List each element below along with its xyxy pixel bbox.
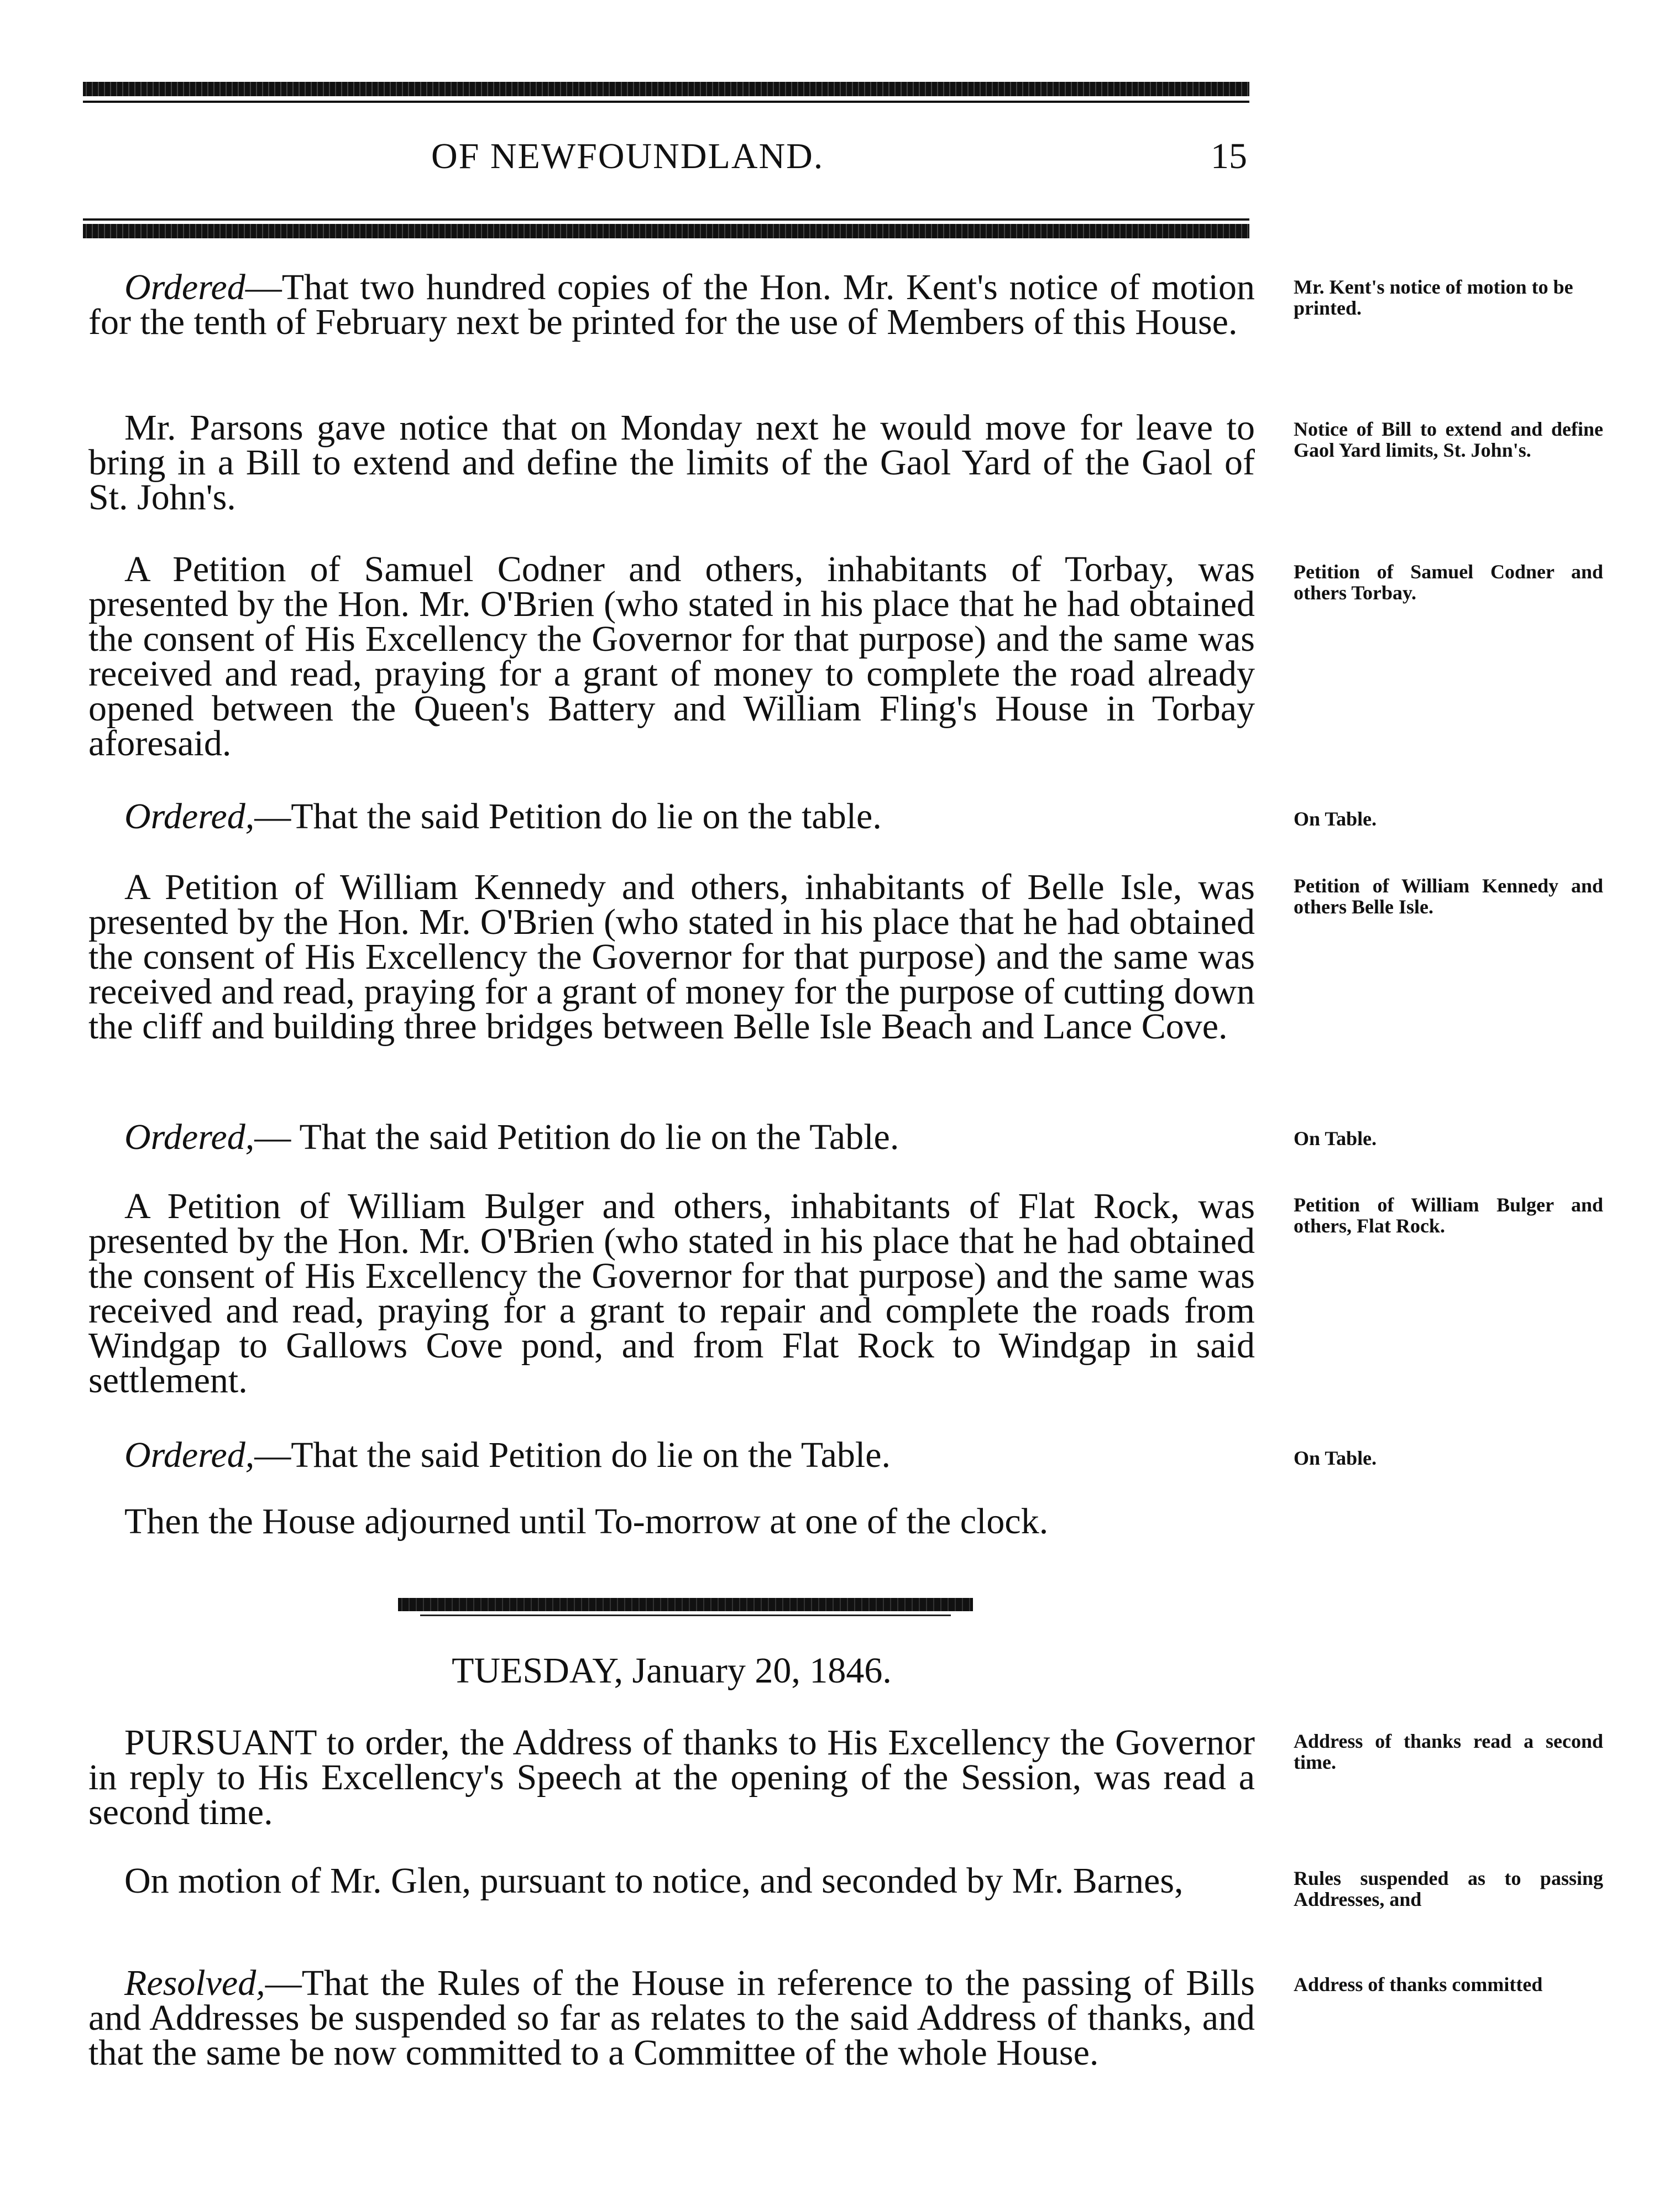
paragraph-text: On motion of Mr. Glen, pursuant to notice, and seconded by Mr. Barnes, — [124, 1861, 1184, 1901]
ordered-lead: Ordered, — [124, 1117, 255, 1157]
margin-note: Rules suspended as to passing Addresses, and — [1294, 1867, 1603, 1910]
margin-note: Mr. Kent's notice of motion to be printed. — [1294, 276, 1573, 319]
ordered-lead: Ordered, — [124, 796, 255, 837]
margin-note: Address of thanks read a second time. — [1294, 1730, 1603, 1773]
margin-note: Notice of Bill to extend and define Gaol Yard limits, St. John's. — [1294, 418, 1603, 461]
paragraph-text: —That the Rules of the House in reference to the passing of Bills and Addresses be suspended so far as relates to the said Address of thanks, and that the same be now committed to a Committee of the whole House. — [88, 1963, 1255, 2073]
margin-note: On Table. — [1294, 1447, 1377, 1469]
date-heading — [88, 1650, 1255, 1691]
paragraph-order-copies — [88, 267, 1255, 342]
paragraph-text: —That the said Petition do lie on the table. — [254, 796, 882, 837]
resolved-lead: Resolved, — [124, 1963, 265, 2003]
header-bottom-rule — [83, 224, 1249, 238]
paragraph-text: PURSUANT to order, the Address of thanks to His Excellency the Governor in reply to His Excellency's Speech at the opening of the Session, was read a second time. — [88, 1722, 1255, 1832]
header-top-rule-thin — [83, 101, 1249, 103]
paragraph-text: Then the House adjourned until To-morrow at one of the clock. — [124, 1501, 1049, 1542]
paragraph-adjourned — [88, 1501, 1255, 1542]
paragraph-text: — That the said Petition do lie on the Table. — [254, 1117, 899, 1157]
ordered-lead: Ordered, — [124, 1435, 255, 1475]
paragraph-motion — [88, 1861, 1255, 1901]
header-top-rule — [83, 82, 1249, 96]
margin-note: Petition of William Kennedy and others Belle Isle. — [1294, 875, 1603, 918]
paragraph-petition-codner — [88, 549, 1255, 764]
paragraph-petition-bulger — [88, 1186, 1255, 1401]
paragraph-text: A Petition of Samuel Codner and others, inhabitants of Torbay, was presented by the Hon. Mr. O'Brien (who stated in his place that he had obtained the consent of His Excellency the Governor for that purpose) and the same was received and read, praying for a grant of money to complete the road already opened between the Queen's Battery and William Fling's House in Torbay aforesaid. — [88, 549, 1255, 764]
ordered-lead: Ordered — [124, 267, 245, 307]
margin-note: On Table. — [1294, 808, 1377, 830]
running-head: OF NEWFOUNDLAND. — [431, 136, 824, 176]
paragraph-petition-kennedy — [88, 867, 1255, 1047]
paragraph-text: —That two hundred copies of the Hon. Mr. Kent's notice of motion for the tenth of February next be printed for the use of Members of this House. — [88, 267, 1255, 342]
paragraph-resolved — [88, 1963, 1255, 2073]
paragraph-ordered-table — [88, 1117, 1255, 1157]
paragraph-pursuant — [88, 1722, 1255, 1832]
paragraph-text: A Petition of William Bulger and others, inhabitants of Flat Rock, was presented by the Hon. Mr. O'Brien (who stated in his place that he had obtained the consent of His Excellency the Governor for that purpose) and the same was received and read, praying for a grant to repair and complete the roads from Windgap to Gallows Cove pond, and from Flat Rock to Windgap in said settlement. — [88, 1186, 1255, 1401]
paragraph-parsons-notice — [88, 408, 1255, 518]
date-heading-text: TUESDAY, January 20, 1846. — [452, 1650, 892, 1691]
paragraph-text: A Petition of William Kennedy and others, inhabitants of Belle Isle, was presented by the Hon. Mr. O'Brien (who stated in his place that he had obtained the consent of His Excellency the Governor for that purpose) and the same was received and read, praying for a grant of money for the purpose of cutting down the cliff and building three bridges between Belle Isle Beach and Lance Cove. — [88, 867, 1255, 1047]
margin-note: Petition of Samuel Codner and others Torbay. — [1294, 561, 1603, 604]
section-separator — [398, 1598, 973, 1611]
margin-note: Address of thanks committed — [1294, 1973, 1543, 1995]
page-number: 15 — [1211, 136, 1247, 176]
margin-note: On Table. — [1294, 1127, 1377, 1150]
header-bottom-rule-thin — [83, 218, 1249, 221]
paragraph-text: —That the said Petition do lie on the Table. — [254, 1435, 891, 1475]
section-separator-thin — [420, 1615, 951, 1616]
paragraph-text: Mr. Parsons gave notice that on Monday next he would move for leave to bring in a Bill to extend and define the limits of the Gaol Yard of the Gaol of St. John's. — [88, 408, 1255, 518]
margin-note: Petition of William Bulger and others, Flat Rock. — [1294, 1194, 1603, 1237]
paragraph-ordered-table — [88, 1435, 1255, 1475]
paragraph-ordered-table — [88, 796, 1255, 837]
